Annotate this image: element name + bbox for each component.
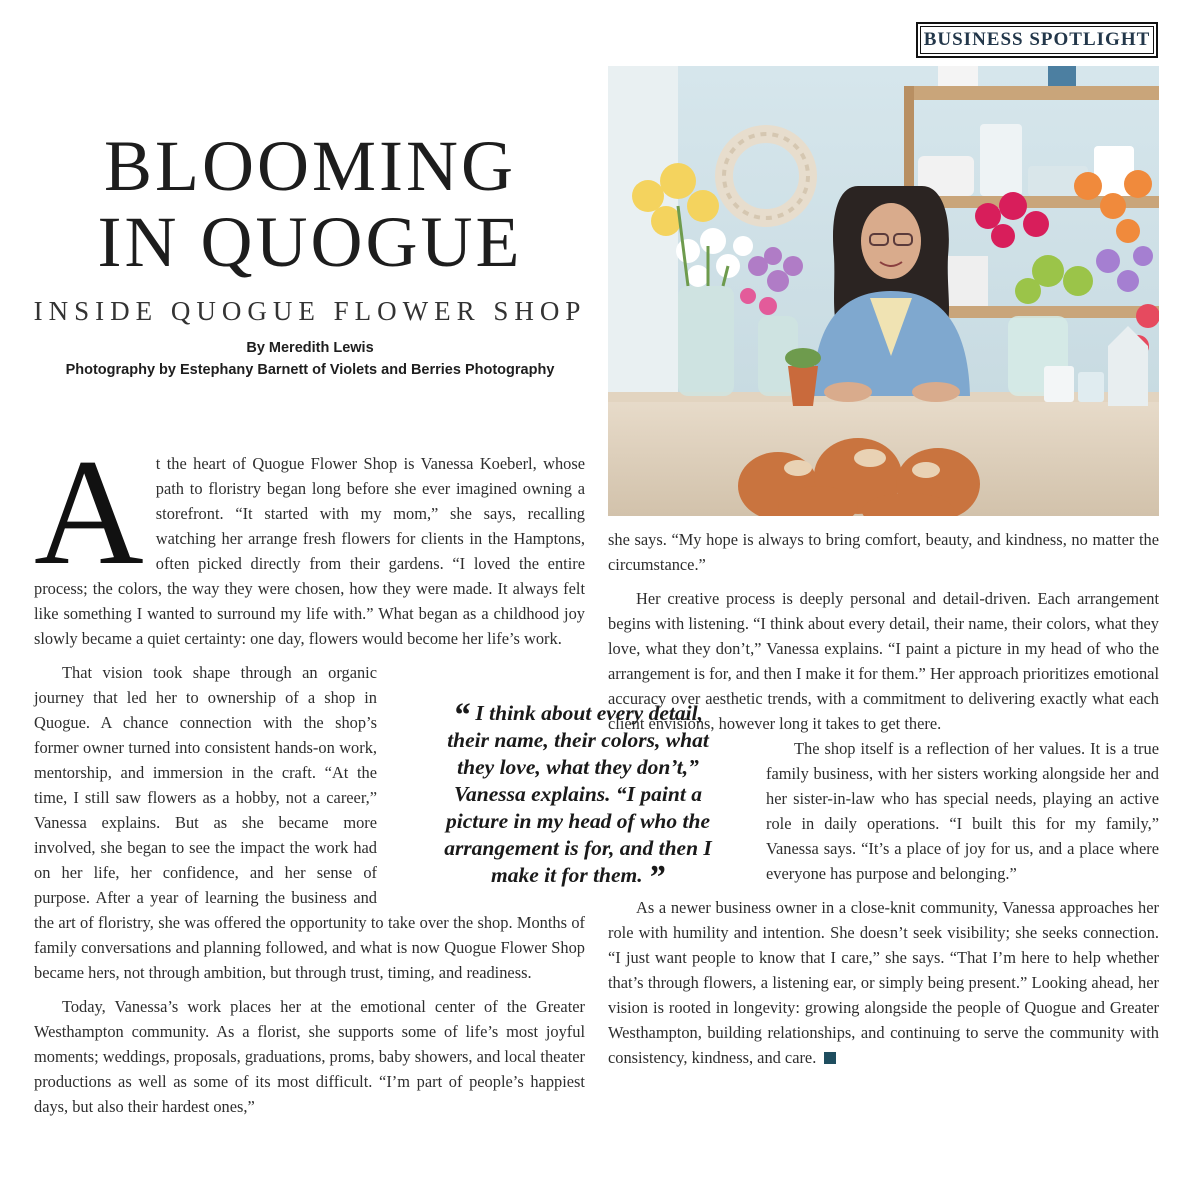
close-quote-mark: ” [648,859,666,896]
florist-photo-illustration [608,66,1159,516]
headline [20,128,600,280]
article-paragraph-1: t the heart of Quogue Flower Shop is Vanessa Koeberl, whose path to floristry began long before she ever imagined owning a storefront. “It started with my mom,” she says, recalling watching her arrange fresh flowers for clients in the Hamptons, often picked directly from their gardens. “I loved the entire process; the colors, the way they were chosen, how they were made. It always felt like something I wanted to surround my life with.” What began as a childhood joy slowly became a quiet certainty: one day, flowers would become her life’s work. [34,454,585,648]
credits [20,337,600,381]
headline-line-2: IN QUOGUE [97,202,523,282]
article-column-right [608,527,1159,1079]
article-paragraph-3-continued: she says. “My hope is always to bring comfort, beauty, and kindness, no matter the circumstance.” [608,530,1159,574]
article-paragraph-5: The shop itself is a reflection of her values. It is a true family business, with her sisters working alongside her and her sister-in-law who has special needs, playing an active role in daily operations. “I built this for my family,” Vanessa says. “It’s a place of joy for us, and a place where everyone has purpose and belonging.” [766,739,1159,883]
photographer-credit: Photography by Estephany Barnett of Violets and Berries Photography [65,362,555,378]
article-paragraph-5-wrap [608,736,1159,886]
article-paragraph-2: That vision took shape through an organic journey that led her to ownership of a shop in Quogue. A chance connection with the shop’s former owner turned into consistent hands-on work, mentorship, and immersion in the craft. “At the time, I still saw flowers as a hobby, not a career,” Vanessa explains. But as she became more involved, she began to see the impact the work had on her life, her confidence, and her sense of purpose. After a year of learning the business and the art of floristry, she was offered the opportunity to take over the shop. Months of family conversations and planning followed, and what is now Quogue Flower Shop became hers, not through ambition, but through trust, timing, and readiness. [34,663,585,982]
article-paragraph-6: As a newer business owner in a close-knit community, Vanessa approaches her role with humility and intention. She doesn’t seek visibility; she seeks connection. “I just want people to know that I care,” she says. “That I’m here to help whether that’s through flowers, a listening ear, or simply being present.” Looking ahead, her vision is rooted in longevity: growing alongside the people of Quogue and Greater Westhampton, building relationships, and continuing to serve the community with consistency, kindness, and care. [608,898,1159,1067]
end-mark-icon [824,1052,836,1064]
pull-quote-text: I think about every detail, their name, their colors, what they love, what they don’t,” Vanessa explains. “I paint a picture in my head of who the arrangement is for, and then I make it for them. [444,701,712,887]
section-badge-label: BUSINESS SPOTLIGHT [920,26,1154,54]
drop-cap: A [34,428,144,596]
subheadline: INSIDE QUOGUE FLOWER SHOP [33,296,587,326]
article-paragraph-3: Today, Vanessa’s work places her at the emotional center of the Greater Westhampton community. As a florist, she supports some of life’s most joyful moments; weddings, proposals, graduations, proms, baby showers, and local theater productions as well as some of its most difficult. “I’m part of people’s happiest days, but also their hardest ones,” [34,997,585,1116]
headline-line-1: BLOOMING [104,126,516,206]
section-badge [916,22,1158,58]
florist-photo [608,66,1159,516]
article-paragraph-4: Her creative process is deeply personal and detail-driven. Each arrangement begins with listening. “I think about every detail, their name, their colors, what they love, what they don’t,” Vanessa explains. “I paint a picture in my head of who the arrangement is for, and then I make it for them.” Her approach prioritizes emotional accuracy over aesthetic trends, with a commitment to delivering exactly what each client envisions, however long it takes to get there. [608,589,1159,733]
author-credit: By Meredith Lewis [246,340,374,356]
open-quote-mark: “ [453,697,471,734]
